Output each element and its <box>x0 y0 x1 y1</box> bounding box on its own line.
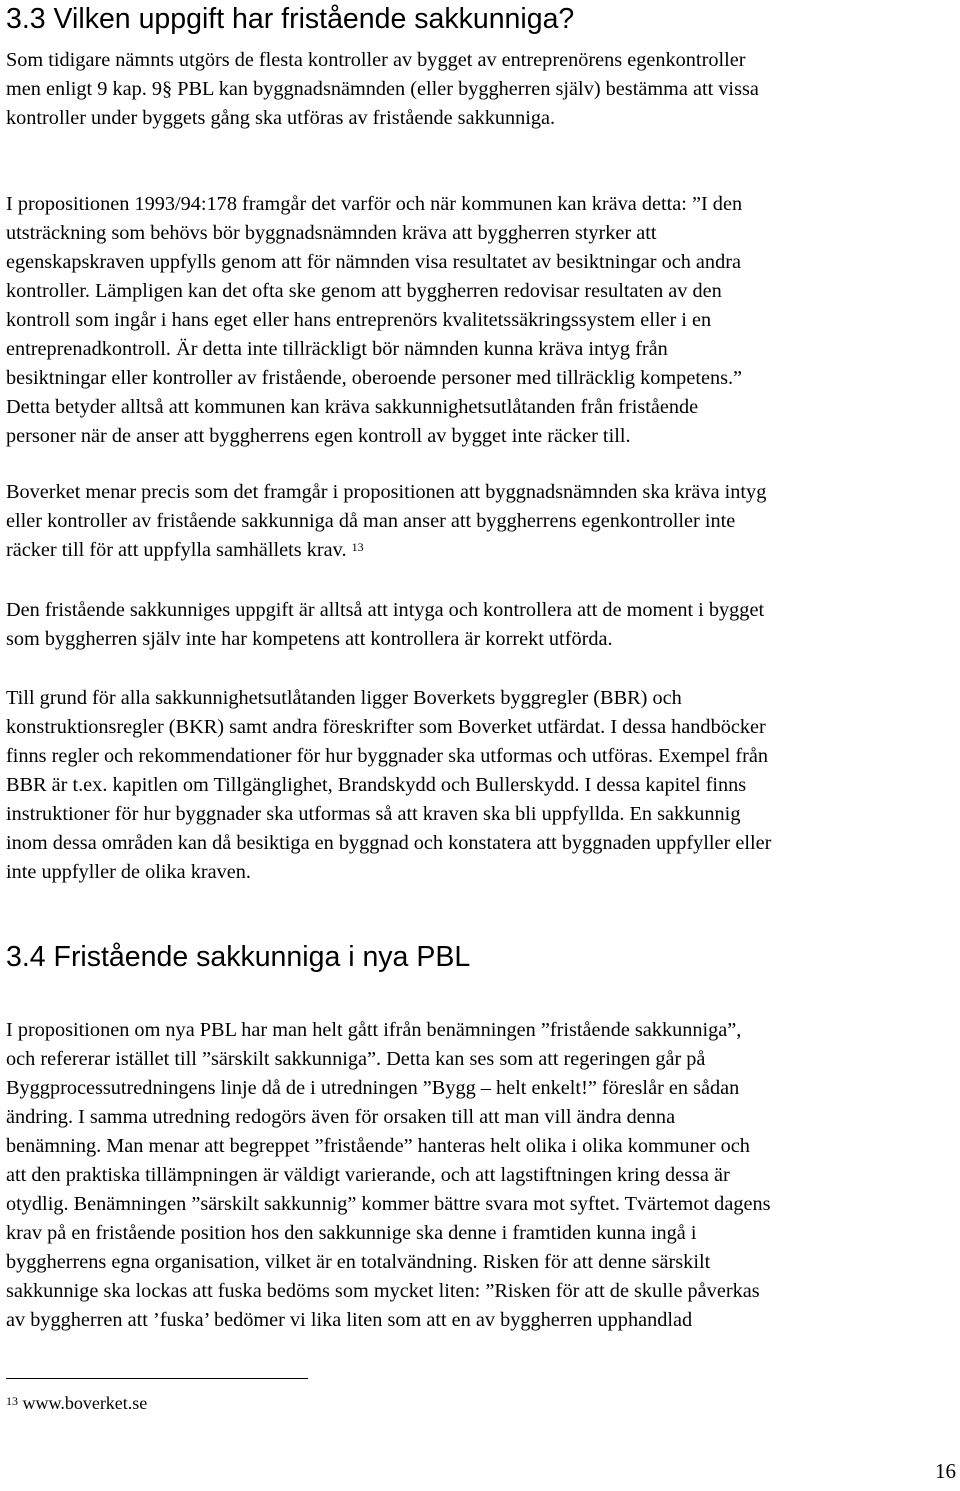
text-line: I propositionen om nya PBL har man helt gått ifrån benämningen ”fristående sakkunniga”, <box>6 1019 742 1041</box>
text-line: instruktioner för hur byggnader ska utformas så att kraven ska bli uppfyllda. En sakkunnig <box>6 803 741 825</box>
text-line: konstruktionsregler (BKR) samt andra föreskrifter som Boverket utfärdat. I dessa handböcker <box>6 716 766 738</box>
text-line: utsträckning som behövs bör byggnadsnämnden kräva att byggherren styrker att <box>6 222 657 244</box>
text-line: Boverket menar precis som det framgår i propositionen att byggnadsnämnden ska kräva intyg <box>6 481 767 503</box>
footnote <box>6 1389 147 1417</box>
section-3-3-paragraph-4 <box>6 596 958 654</box>
text-line: kontroller. Lämpligen kan det ofta ske genom att byggherren redovisar resultaten av den <box>6 280 722 302</box>
section-3-4-heading: 3.4 Fristående sakkunniga i nya PBL <box>6 941 471 973</box>
text-line: av byggherren att ’fuska’ bedömer vi lika liten som att en av byggherren upphandlad <box>6 1309 693 1331</box>
text-line: BBR är t.ex. kapitlen om Tillgänglighet, Brandskydd och Bullerskydd. I dessa kapitel finns <box>6 774 747 796</box>
section-3-3-paragraph-3 <box>6 478 958 565</box>
text-line: sakkunnige ska lockas att fuska bedöms som mycket liten: ”Risken för att de skulle påverkas <box>6 1280 760 1302</box>
text-line: Till grund för alla sakkunnighetsutlåtanden ligger Boverkets byggregler (BBR) och <box>6 687 682 709</box>
text-line: otydlig. Benämningen ”särskilt sakkunnig” kommer bättre svara mot syftet. Tvärtemot dagens <box>6 1193 771 1215</box>
text-line <box>6 536 958 565</box>
text-line: Som tidigare nämnts utgörs de flesta kontroller av bygget av entreprenörens egenkontroller <box>6 49 746 71</box>
text-line: Detta betyder alltså att kommunen kan kräva sakkunnighetsutlåtanden från fristående <box>6 396 699 418</box>
section-3-4-paragraph-1 <box>6 1016 958 1335</box>
text-line: att den praktiska tillämpningen är väldigt varierande, och att lagstiftningen kring dessa är <box>6 1164 730 1186</box>
footnote-link-text: www.boverket.se <box>22 1393 148 1413</box>
text-line: I propositionen 1993/94:178 framgår det varför och när kommunen kan kräva detta: ”I den <box>6 193 743 215</box>
footnote-reference: 13 <box>351 540 364 554</box>
text-line: egenskapskraven uppfylls genom att för nämnden visa resultatet av besiktningar och andra <box>6 251 741 273</box>
text-line: personer när de anser att byggherrens egen kontroll av bygget inte räcker till. <box>6 425 631 447</box>
section-3-3-paragraph-2 <box>6 190 958 451</box>
section-3-3-paragraph-1 <box>6 46 958 133</box>
footnote-number: 13 <box>6 1394 18 1408</box>
text-line: Den fristående sakkunniges uppgift är alltså att intyga och kontrollera att de moment i bygget <box>6 599 765 621</box>
text-line: kontroller under byggets gång ska utföras av fristående sakkunniga. <box>6 107 556 129</box>
text-line: besiktningar eller kontroller av fristående, oberoende personer med tillräcklig kompetens.” <box>6 367 743 389</box>
text-line: ändring. I samma utredning redogörs även för orsaken till att man vill ändra denna <box>6 1106 676 1128</box>
text-line: inom dessa områden kan då besiktiga en byggnad och konstatera att byggnaden uppfyller eller <box>6 832 772 854</box>
text-line: krav på en fristående position hos den sakkunnige ska denne i framtiden kunna ingå i <box>6 1222 697 1244</box>
text-line: kontroll som ingår i hans eget eller hans entreprenörs kvalitetssäkringssystem eller i en <box>6 309 712 331</box>
text-line: byggherrens egna organisation, vilket är en totalvändning. Risken för att denne särskilt <box>6 1251 711 1273</box>
text-segment: räcker till för att uppfylla samhällets krav. <box>6 539 347 561</box>
text-line: Byggprocessutredningens linje då de i utredningen ”Bygg – helt enkelt!” föreslår en sådan <box>6 1077 740 1099</box>
text-line: eller kontroller av fristående sakkunniga då man anser att byggherrens egenkontroller inte <box>6 510 736 532</box>
text-line: inte uppfyller de olika kraven. <box>6 861 251 883</box>
text-line: entreprenadkontroll. Är detta inte tillräckligt bör nämnden kunna kräva intyg från <box>6 338 668 360</box>
section-3-3-heading: 3.3 Vilken uppgift har fristående sakkunniga? <box>6 3 575 35</box>
text-line: och refererar istället till ”särskilt sakkunniga”. Detta kan ses som att regeringen går på <box>6 1048 706 1070</box>
text-line: finns regler och rekommendationer för hur byggnader ska utformas och utföras. Exempel från <box>6 745 768 767</box>
footnote-separator <box>6 1378 308 1379</box>
page-number: 16 <box>935 1459 956 1483</box>
text-line: benämning. Man menar att begreppet ”fristående” hanteras helt olika i olika kommuner och <box>6 1135 750 1157</box>
section-3-3-paragraph-5 <box>6 684 958 887</box>
text-line: som byggherren själv inte har kompetens att kontrollera är korrekt utförda. <box>6 628 613 650</box>
text-line: men enligt 9 kap. 9§ PBL kan byggnadsnämnden (eller byggherren själv) bestämma att vissa <box>6 78 759 100</box>
